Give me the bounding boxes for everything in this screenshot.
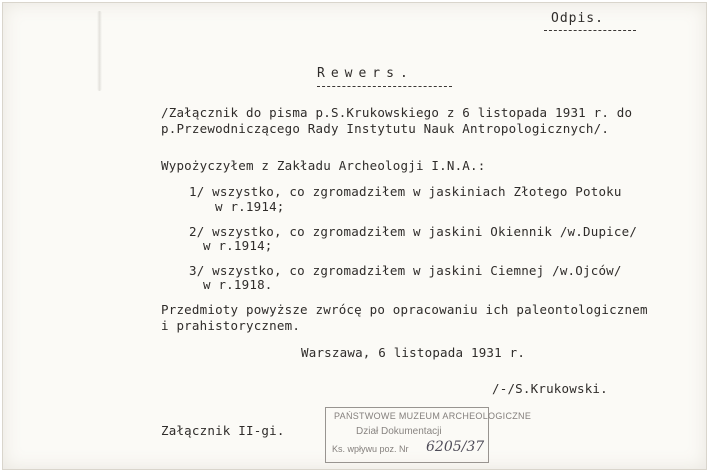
intro-line-1: /Załącznik do pisma p.S.Krukowskiego z 6 listopada 1931 r. do — [161, 105, 633, 120]
item-3-line-1: 3/ wszystko, co zgromadziłem w jaskini Ciemnej /w.Ojców/ — [189, 263, 622, 278]
stamp-entry-number: 6205/37 — [426, 439, 485, 455]
paper-crease — [97, 11, 102, 91]
signature: /-/S.Krukowski. — [492, 381, 608, 396]
document-page — [2, 2, 707, 470]
place-date: Warszawa, 6 listopada 1931 r. — [301, 345, 526, 360]
item-2-line-2: w r.1914; — [203, 238, 273, 253]
return-note-line-1: Przedmioty powyższe zwrócę po opracowaniu ich paleontologicznem — [161, 302, 648, 317]
stamp-entry-label: Ks. wpływu poz. Nr — [332, 444, 409, 454]
copy-mark-underline — [544, 30, 636, 31]
item-1-line-2: w r.1914; — [215, 199, 285, 214]
copy-mark: Odpis. — [551, 11, 604, 26]
lead-text: Wypożyczyłem z Zakładu Archeologji I.N.A.: — [161, 158, 486, 173]
archive-stamp — [325, 407, 532, 463]
item-3-line-2: w r.1918. — [203, 277, 273, 292]
intro-line-2: p.Przewodniczącego Rady Instytutu Nauk Antropologicznych/. — [161, 121, 610, 136]
item-2-line-1: 2/ wszystko, co zgromadziłem w jaskini Okiennik /w.Dupice/ — [189, 224, 638, 239]
stamp-institution: PAŃSTWOWE MUZEUM ARCHEOLOGICZNE — [334, 411, 532, 421]
attachment-label: Załącznik II-gi. — [161, 423, 285, 438]
item-1-line-1: 1/ wszystko, co zgromadziłem w jaskiniach Złotego Potoku — [189, 184, 622, 199]
title-underline — [317, 86, 452, 87]
document-title: Rewers. — [317, 66, 414, 81]
stamp-department: Dział Dokumentacji — [356, 426, 442, 437]
return-note-line-2: i prahistorycznem. — [161, 318, 301, 333]
